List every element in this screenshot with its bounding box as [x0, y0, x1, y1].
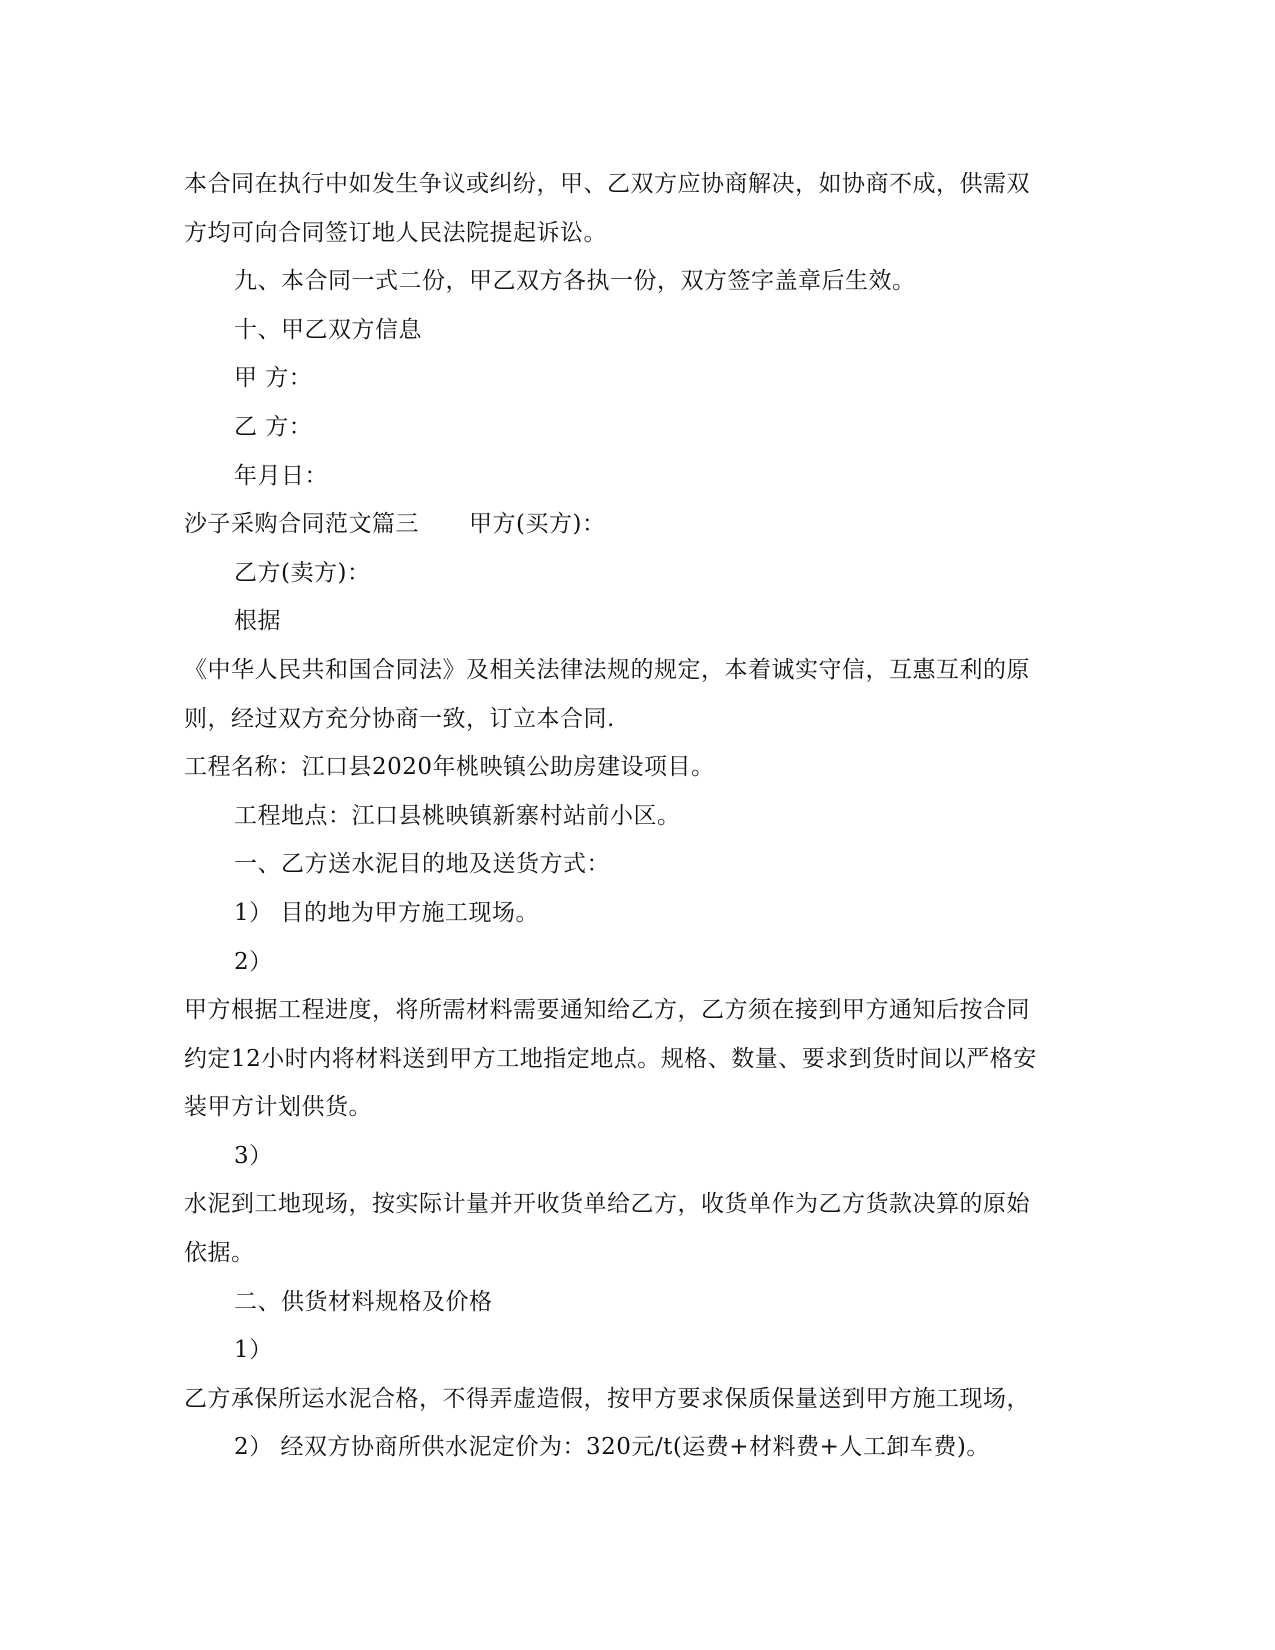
text-line: 3） [234, 1142, 273, 1169]
party-a-label: 甲方(买方)： [469, 511, 606, 538]
text-line: 十、甲乙双方信息 [234, 316, 422, 343]
text-line: 甲方根据工程进度，将所需材料需要通知给乙方，乙方须在接到甲方通知后按合同 [184, 997, 1030, 1024]
text-line: 2） 经双方协商所供水泥定价为：320元/t(运费+材料费+人工卸车费)。 [234, 1434, 990, 1461]
text-line: 工程地点：江口县桃映镇新寨村站前小区。 [234, 802, 681, 829]
section-title: 沙子采购合同范文篇三 [184, 511, 419, 538]
section-title-line [184, 500, 1084, 549]
text-line: 工程名称：江口县2020年桃映镇公助房建设项目。 [184, 754, 715, 781]
text-line: 约定12小时内将材料送到甲方工地指定地点。规格、数量、要求到货时间以严格安 [184, 1045, 1037, 1072]
text-line: 年月日： [234, 462, 328, 489]
text-line: 1） 目的地为甲方施工现场。 [234, 899, 539, 926]
text-line: 根据 [234, 608, 281, 635]
text-line: 九、本合同一式二份，甲乙双方各执一份，双方签字盖章后生效。 [234, 268, 916, 295]
text-line: 本合同在执行中如发生争议或纠纷，甲、乙双方应协商解决，如协商不成，供需双 [184, 171, 1030, 197]
text-line: 2） [234, 948, 273, 975]
text-line: 则，经过双方充分协商一致，订立本合同. [184, 705, 615, 732]
text-line: 水泥到工地现场，按实际计量并开收货单给乙方，收货单作为乙方货款决算的原始 [184, 1191, 1030, 1218]
text-line: 方均可向合同签订地人民法院提起诉讼。 [184, 219, 607, 246]
document-body [184, 160, 1084, 1472]
text-line: 《中华人民共和国合同法》及相关法律法规的规定，本着诚实守信，互惠互利的原 [184, 656, 1030, 683]
text-line: 乙 方： [234, 413, 313, 440]
text-line: 一、乙方送水泥目的地及送货方式： [234, 851, 610, 878]
text-line: 装甲方计划供货。 [184, 1094, 372, 1121]
text-line: 依据。 [184, 1240, 255, 1267]
text-line: 甲 方： [234, 365, 313, 392]
text-line: 二、供货材料规格及价格 [234, 1288, 493, 1315]
text-line: 乙方承保所运水泥合格，不得弄虚造假，按甲方要求保质保量送到甲方施工现场， [184, 1385, 1030, 1412]
text-line: 乙方(卖方)： [234, 559, 371, 586]
text-line: 1） [234, 1337, 273, 1364]
